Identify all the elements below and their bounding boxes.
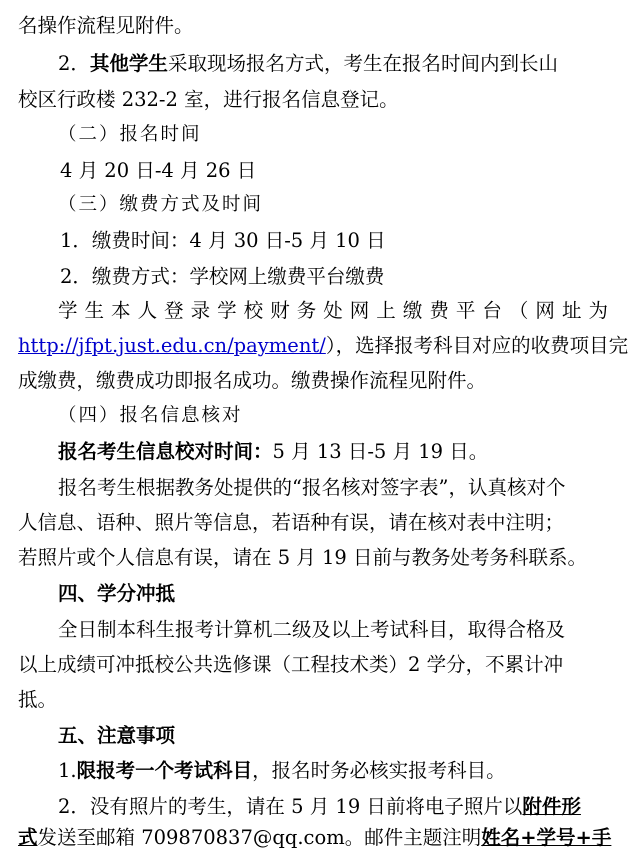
paragraph-line — [58, 440, 608, 464]
line-text: 5 月 13 日-5 月 19 日。 — [272, 440, 489, 463]
line-text: ），选择报考科目对应的收费项目完 — [325, 334, 629, 357]
section-heading: 五、注意事项 — [58, 724, 176, 747]
subsection-heading: （四）报名信息核对 — [58, 405, 243, 426]
paragraph-line: 人信息、语种、照片等信息，若语种有误，请在核对表中注明； — [18, 511, 565, 534]
paragraph-line: 4 月 20 日-4 月 26 日 — [60, 159, 257, 182]
item-number: 1. — [58, 759, 77, 782]
bold-term: 其他学生 — [89, 52, 168, 75]
section-heading: 四、学分冲抵 — [58, 582, 176, 605]
paragraph-line — [58, 795, 608, 819]
bold-term: 报名考生信息校对时间： — [58, 440, 273, 463]
paragraph-line: 若照片或个人信息有误，请在 5 月 19 日前与教务处考务科联系。 — [18, 546, 588, 569]
line-text: 发送至邮箱 709870837@qq.com。邮件主题注明 — [37, 826, 482, 849]
paragraph-line: 名操作流程见附件。 — [18, 14, 194, 37]
item-number: 2． — [58, 52, 90, 75]
paragraph-line: 以上成绩可冲抵校公共选修课（工程技术类）2 学分，不累计冲 — [18, 653, 564, 676]
line-text: 2．没有照片的考生，请在 5 月 19 日前将电子照片以 — [58, 795, 523, 818]
paragraph-line: 全日制本科生报考计算机二级及以上考试科目，取得合格及 — [58, 618, 566, 641]
bold-term: 限报考一个考试科目 — [76, 759, 253, 782]
paragraph-line: 报名考生根据教务处提供的“报名核对签字表”，认真核对个 — [58, 476, 566, 499]
paragraph-line: 2．缴费方式：学校网上缴费平台缴费 — [60, 265, 385, 288]
paragraph-line — [18, 826, 612, 850]
paragraph-line — [58, 52, 608, 76]
paragraph-line: 抵。 — [18, 688, 58, 711]
line-text: 采取现场报名方式，考生在报名时间内到长山 — [167, 52, 558, 75]
bold-underlined-term: 附件形 — [522, 795, 581, 818]
paragraph-line: 学 生 本 人 登 录 学 校 财 务 处 网 上 缴 费 平 台 （ 网 址 为 — [58, 299, 608, 322]
paragraph-line: 成缴费，缴费成功即报名成功。缴费操作流程见附件。 — [18, 369, 487, 392]
paragraph-line: 1．缴费时间：4 月 30 日-5 月 10 日 — [60, 229, 386, 252]
line-text: ，报名时务必核实报考科目。 — [252, 759, 506, 782]
subsection-heading: （二）报名时间 — [58, 124, 202, 145]
paragraph-line: 校区行政楼 232-2 室，进行报名信息登记。 — [18, 88, 399, 111]
paragraph-line — [58, 759, 608, 783]
bold-underlined-term: 姓名+学号+手 — [481, 826, 612, 849]
payment-url-link[interactable]: http://jfpt.just.edu.cn/payment/ — [18, 334, 326, 357]
subsection-heading: （三）缴费方式及时间 — [58, 194, 264, 215]
paragraph-line — [18, 334, 629, 358]
bold-underlined-term: 式 — [18, 826, 38, 849]
